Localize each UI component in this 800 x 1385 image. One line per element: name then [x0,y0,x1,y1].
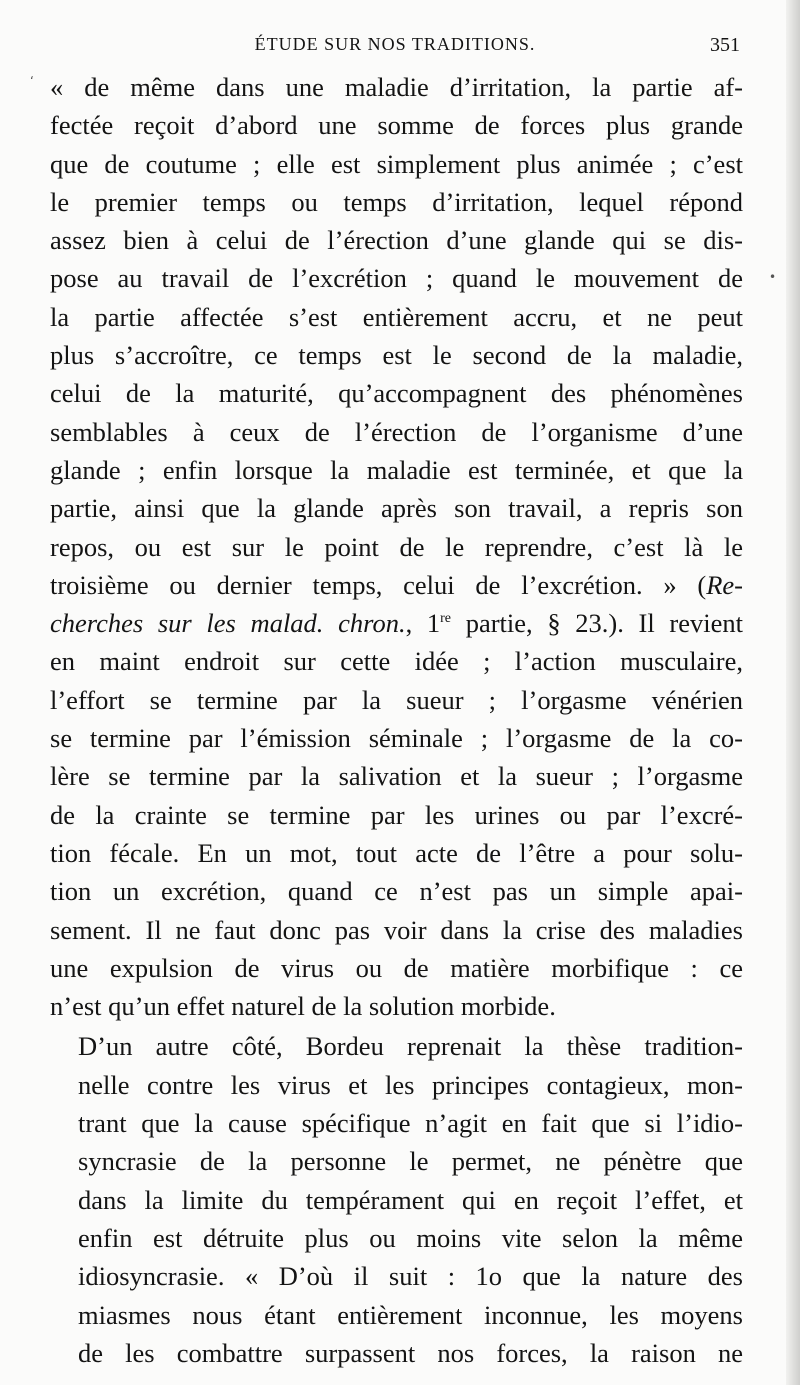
text-line: se termine par l’émission séminale ; l’orgasme de la co- [50,723,743,754]
text-line: repos, ou est sur le point de le reprendre, c’est là le [50,531,743,562]
text-line: que de coutume ; elle est simplement plus animée ; c’est [50,148,743,179]
text-fragment: partie, § 23.). Il revient [451,608,743,639]
paragraph-1 [50,68,743,1025]
text-line: « de même dans une maladie d’irritation, la partie af- [50,72,743,102]
text-line: sement. Il ne faut donc pas voir dans la crise des maladies [50,914,743,945]
text-line: dans la limite du tempérament qui en reçoit l’effet, et [78,1184,743,1215]
text-line: celui de la maturité, qu’accompagnent des phénomènes [50,378,743,409]
text-fragment: , 1 [405,608,441,639]
paragraph-2 [50,1027,743,1372]
text-line: l’effort se termine par la sueur ; l’orgasme vénérien [50,684,743,715]
text-line: lère se termine par la salivation et la sueur ; l’orgasme [50,761,743,792]
text-line: plus s’accroître, ce temps est le second de la maladie, [50,340,743,371]
text-line: trant que la cause spécifique n’agit en fait que si l’idio- [78,1108,743,1139]
italic-citation: cherches sur les malad. chron. [50,608,406,639]
page-number: 351 [710,34,740,56]
text-line: tion un excrétion, quand ce n’est pas un simple apai- [50,876,743,907]
page-header [50,34,740,60]
text-line: syncrasie de la personne le permet, ne pénètre que [78,1146,743,1177]
text-line: assez bien à celui de l’érection d’une glande qui se dis- [50,225,743,256]
text-line: fectée reçoit d’abord une somme de forces plus grande [50,110,743,141]
text-line: n’est qu’un effet naturel de la solution morbide. [50,991,556,1022]
text-line: miasmes nous étant entièrement inconnue, les moyens [78,1299,743,1330]
text-line: de la crainte se termine par les urines ou par l’excré- [50,799,743,830]
text-fragment: troisième ou dernier temps, celui de l’excrétion. » ( [50,569,707,600]
margin-speck: • [769,270,777,284]
text-line: le premier temps ou temps d’irritation, lequel répond [50,186,743,217]
text-line: D’un autre côté, Bordeu reprenait la thèse tradition- [78,1031,743,1062]
margin-speck: ‘ [30,74,34,88]
text-line: partie, ainsi que la glande après son travail, a repris son [50,493,743,524]
text-line [50,566,743,604]
text-line: semblables à ceux de l’érection de l’organisme d’une [50,416,743,447]
text-line: nelle contre les virus et les principes contagieux, mon- [78,1069,743,1100]
body-text [50,68,743,1372]
superscript: re [440,611,452,627]
text-line: idiosyncrasie. « D’où il suit : 1o que la nature des [78,1261,743,1292]
text-line: la partie affectée s’est entièrement accru, et ne peut [50,301,743,332]
text-line: enfin est détruite plus ou moins vite selon la même [78,1222,743,1253]
italic-citation: Re- [706,569,743,600]
running-title: ÉTUDE SUR NOS TRADITIONS. [254,34,536,54]
text-line [50,604,743,642]
text-line: une expulsion de virus ou de matière morbifique : ce [50,952,743,983]
page-edge-shadow [786,0,800,1385]
text-line: pose au travail de l’excrétion ; quand le mouvement de [50,263,743,294]
text-line: glande ; enfin lorsque la maladie est terminée, et que la [50,454,743,485]
text-line: de les combattre surpassent nos forces, la raison ne [78,1337,743,1368]
text-line: en maint endroit sur cette idée ; l’action musculaire, [50,646,743,677]
text-line: tion fécale. En un mot, tout acte de l’être a pour solu- [50,837,743,868]
